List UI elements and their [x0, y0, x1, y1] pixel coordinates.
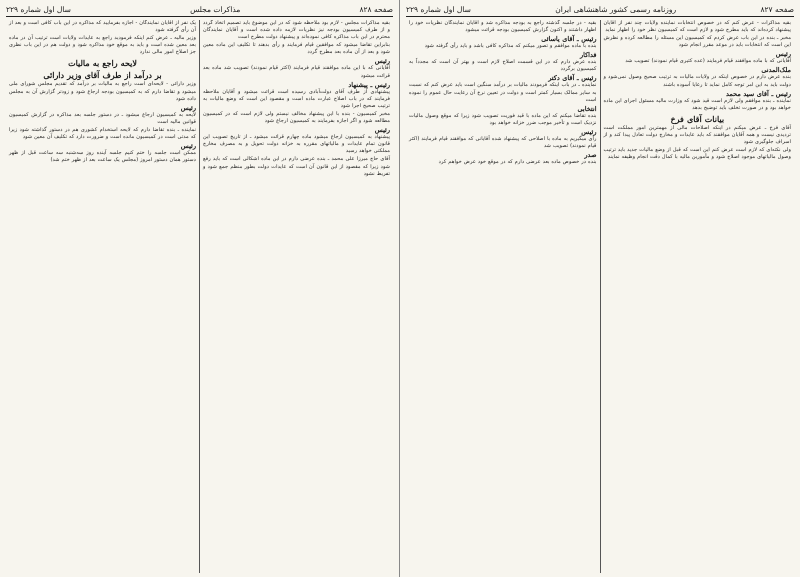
section-heading: لایحه راجع به مالیات: [68, 58, 137, 69]
right-columns: [406, 20, 794, 573]
speaker-label: انتخابی: [577, 104, 597, 113]
paragraph: وزیر مالیه ـ عرض کنم اینکه فرمودید راجع به عایدات ولایات است ترتیب آن در ماده بعد معین شده است و باید به موقع خود مذاکره شود و دولت هم در این باب نظری جز اصلاح امور مالی ندارد: [9, 35, 196, 56]
right-running-header: [406, 2, 794, 17]
speaker-label: رئیس: [180, 142, 196, 151]
text-column: [601, 20, 795, 573]
text-column: [200, 20, 393, 573]
paragraph: ممکن است جلسه را ختم کنیم جلسه آینده روز سه‌شنبه سه ساعت قبل از ظهر دستور همان دستور امروز (مجلس یک ساعت بعد از ظهر ختم شد): [9, 150, 196, 164]
paragraph: آقای حاج میرزا علی محمد ـ بنده عرضی دارم در این ماده اشکالی است که باید رفع شود زیرا که مقصود از این قانون آن است که عایدات دولت بطور منظم جمع شود و تفریط نشود: [203, 156, 390, 177]
left-header-issue: سال اول شماره ۲۲۹: [6, 4, 71, 14]
speaker-label: فداکار: [579, 51, 597, 60]
paragraph: بقیه مذاکرات - عرض کنم که در خصوص انتخابات نماینده ولایات چند نفر از آقایان پیشنهاد کرده‌اند که باید مطرح شود و لازم است که کمیسیون نظر خود را اظهار نماید: [603, 20, 791, 34]
right-page-number: صفحه ۸۲۷: [760, 4, 794, 14]
paragraph: بقیه - در جلسه گذشته راجع به بودجه مذاکره شد و آقایان نمایندگان نظریات خود را اظهار داشتند و اکنون گزارش کمیسیون بودجه قرائت میشود: [409, 20, 597, 34]
paragraph: نماینده ـ در باب اینکه فرمودند مالیات بر درآمد سنگین است باید عرض کنم که نسبت به سایر ممالک بسیار کمتر است و دولت در تعیین نرخ آن رعایت حال عموم را نموده است: [409, 82, 597, 103]
paragraph: آقایانی که با این ماده موافقند قیام فرمایند (اکثر قیام نمودند) تصویب شد ماده بعد قرائت میشود: [203, 65, 390, 79]
left-page-number: صفحه ۸۲۸: [359, 4, 393, 14]
section-heading: بیانات آقای فرخ: [670, 113, 725, 124]
speaker-label: رئیس: [374, 57, 390, 66]
paragraph: بنابراین تقاضا میشود که موافقین قیام فرمایند و رأی بدهند تا تکلیف این ماده معین شود و بعد از آن ماده بعد مطرح گردد: [203, 42, 390, 56]
paragraph: بنده تقاضا میکنم که این ماده با قید فوریت تصویب شود زیرا که موقع وصول مالیات نزدیک است و تأخیر موجب ضرر خزانه خواهد بود: [409, 112, 597, 126]
speaker-label: رئیس ـ پیشنهاد: [348, 80, 390, 89]
left-header-title: مذاكرات مجلس: [190, 4, 241, 14]
paragraph: آقایانی که با ماده موافقند قیام فرمایند (عده کثیری قیام نمودند) تصویب شد: [625, 58, 791, 65]
paragraph: رأی میگیریم به ماده با اصلاحی که پیشنهاد شده آقایانی که موافقند قیام فرمایند (اکثر قیام نمودند) تصویب شد: [409, 135, 597, 150]
paragraph: نماینده ـ بنده تقاضا دارم که لایحه استخدام کشوری هم در دستور گذاشته شود زیرا که مدتی است در کمیسیون مانده است و ضرورت دارد که تکلیف آن معین شود: [9, 126, 196, 141]
left-running-header: [6, 2, 393, 17]
paragraph: یک نفر از آقایان نمایندگان - اجازه بفرمایید که مذاکره در این باب کافی است و بعد از آن رأی گرفته شود: [9, 20, 196, 34]
paragraph: ولی نکته‌ای که لازم است عرض کنم این است که قبل از وضع مالیات جدید باید ترتیب وصول مالیاتهای موجود اصلاح شود و مأمورین مالیه با کمال دقت انجام وظیفه نمایند: [603, 147, 791, 161]
text-column: [406, 20, 600, 573]
left-columns: [6, 20, 393, 573]
paragraph: آقای فرخ ـ عرض میکنم در اینکه اصلاحات مالی از مهمترین امور مملکت است تردیدی نیست و همه آقایان موافقند که باید عایدات و مخارج دولت تعادل پیدا کند و از اسراف جلوگیری شود: [603, 124, 791, 146]
speaker-label: رئیس: [775, 50, 791, 59]
right-header-issue: سال اول شماره ۲۲۹: [406, 4, 471, 14]
speaker-label: رئیس ـ آقای دکتر: [548, 74, 597, 83]
speaker-label: رئیس ـ آقای سید محمد: [725, 89, 791, 98]
right-page: [400, 0, 800, 577]
section-heading: بر درآمد از طرف آقای وزیر دارائی: [43, 70, 162, 81]
paragraph: بنده با ماده موافقم و تصور میکنم که مذاکره کافی باشد و باید رأی گرفته شود: [424, 43, 597, 50]
paragraph: لایحه به کمیسیون ارجاع میشود ـ در دستور جلسه بعد مذاکره در گزارش کمیسیون قوانین مالیه است: [9, 111, 196, 125]
paragraph: مخبر ـ بنده در این باب عرض کردم که کمیسیون این مسئله را مطالعه کرده و نظرش این است که انتخابات باید در موعد مقرر انجام شود: [603, 35, 791, 49]
speaker-label: رئیس ـ آقای یاسائی: [541, 35, 597, 44]
paragraph: بنده در خصوص ماده بعد عرضی دارم که در موقع خود عرض خواهم کرد: [438, 159, 597, 166]
paragraph: وزیر دارائی - لایحه‌ای است راجع به مالیات بر درآمد که تقدیم مجلس شورای ملی میشود و تقاضا دارم که به کمیسیون بودجه ارجاع شود و زودتر گزارش آن به مجلس داده شود: [9, 81, 196, 102]
speaker-label: صدر: [584, 151, 597, 160]
paragraph: مخبر کمیسیون - بنده با این پیشنهاد مخالف نیستم ولی لازم است که در کمیسیون مطالعه شود و اگر اجازه بفرمایند به کمیسیون ارجاع شود: [203, 110, 390, 125]
paragraph: پیشنهاد به کمیسیون ارجاع میشود ماده چهارم قرائت میشود ـ از تاریخ تصویب این قانون تمام عایدات و مالیاتهای مقرره به خزانه دولت تحویل و به مصرف مخارج مملکتی خواهد رسید: [203, 134, 390, 155]
paragraph: بنده عرض دارم در خصوص اینکه در ولایات مالیات به ترتیب صحیح وصول نمی‌شود و دولت باید به این امر توجه کامل نماید تا رعایا آسوده باشند: [603, 74, 791, 88]
paragraph: بقيه مذاكرات مجلس - لازم بود ملاحظه شود که در این موضوع باید تصمیم اتخاذ گردد و از طرف کمیسیون بودجه نیز نظریات لازمه داده شده است و آقایان نمایندگان محترم در این باب مذاکره کافی نموده‌اند و پیشنهاد دولت مطرح است: [203, 20, 390, 41]
speaker-label: رئیس: [581, 127, 597, 136]
speaker-label: رئیس: [180, 103, 196, 112]
right-header-title: روزنامه رسمی کشور شاهنشاهی ایران: [555, 4, 677, 14]
text-column: [6, 20, 199, 573]
paragraph: نماینده ـ بنده موافقم ولی لازم است قید شود که وزارت مالیه مسئول اجرای این ماده خواهد بود و در صورت تخلف باید توضیح بدهد: [603, 97, 791, 111]
paragraph: پیشنهادی از طرف آقای دولت‌آبادی رسیده است قرائت میشود و آقایان ملاحظه فرمایند که در باب اصلاح عبارت ماده است و مقصود این است که وضع مالیات به ترتیب صحیح اجرا شود: [203, 88, 390, 109]
speaker-label: ملک‌المدنی: [761, 66, 791, 75]
paragraph: بنده عرض دارم که در این قسمت اصلاح لازم است و بهتر آن است که مجدداً به کمیسیون برگردد: [409, 59, 597, 73]
speaker-label: رئیس: [374, 126, 390, 135]
